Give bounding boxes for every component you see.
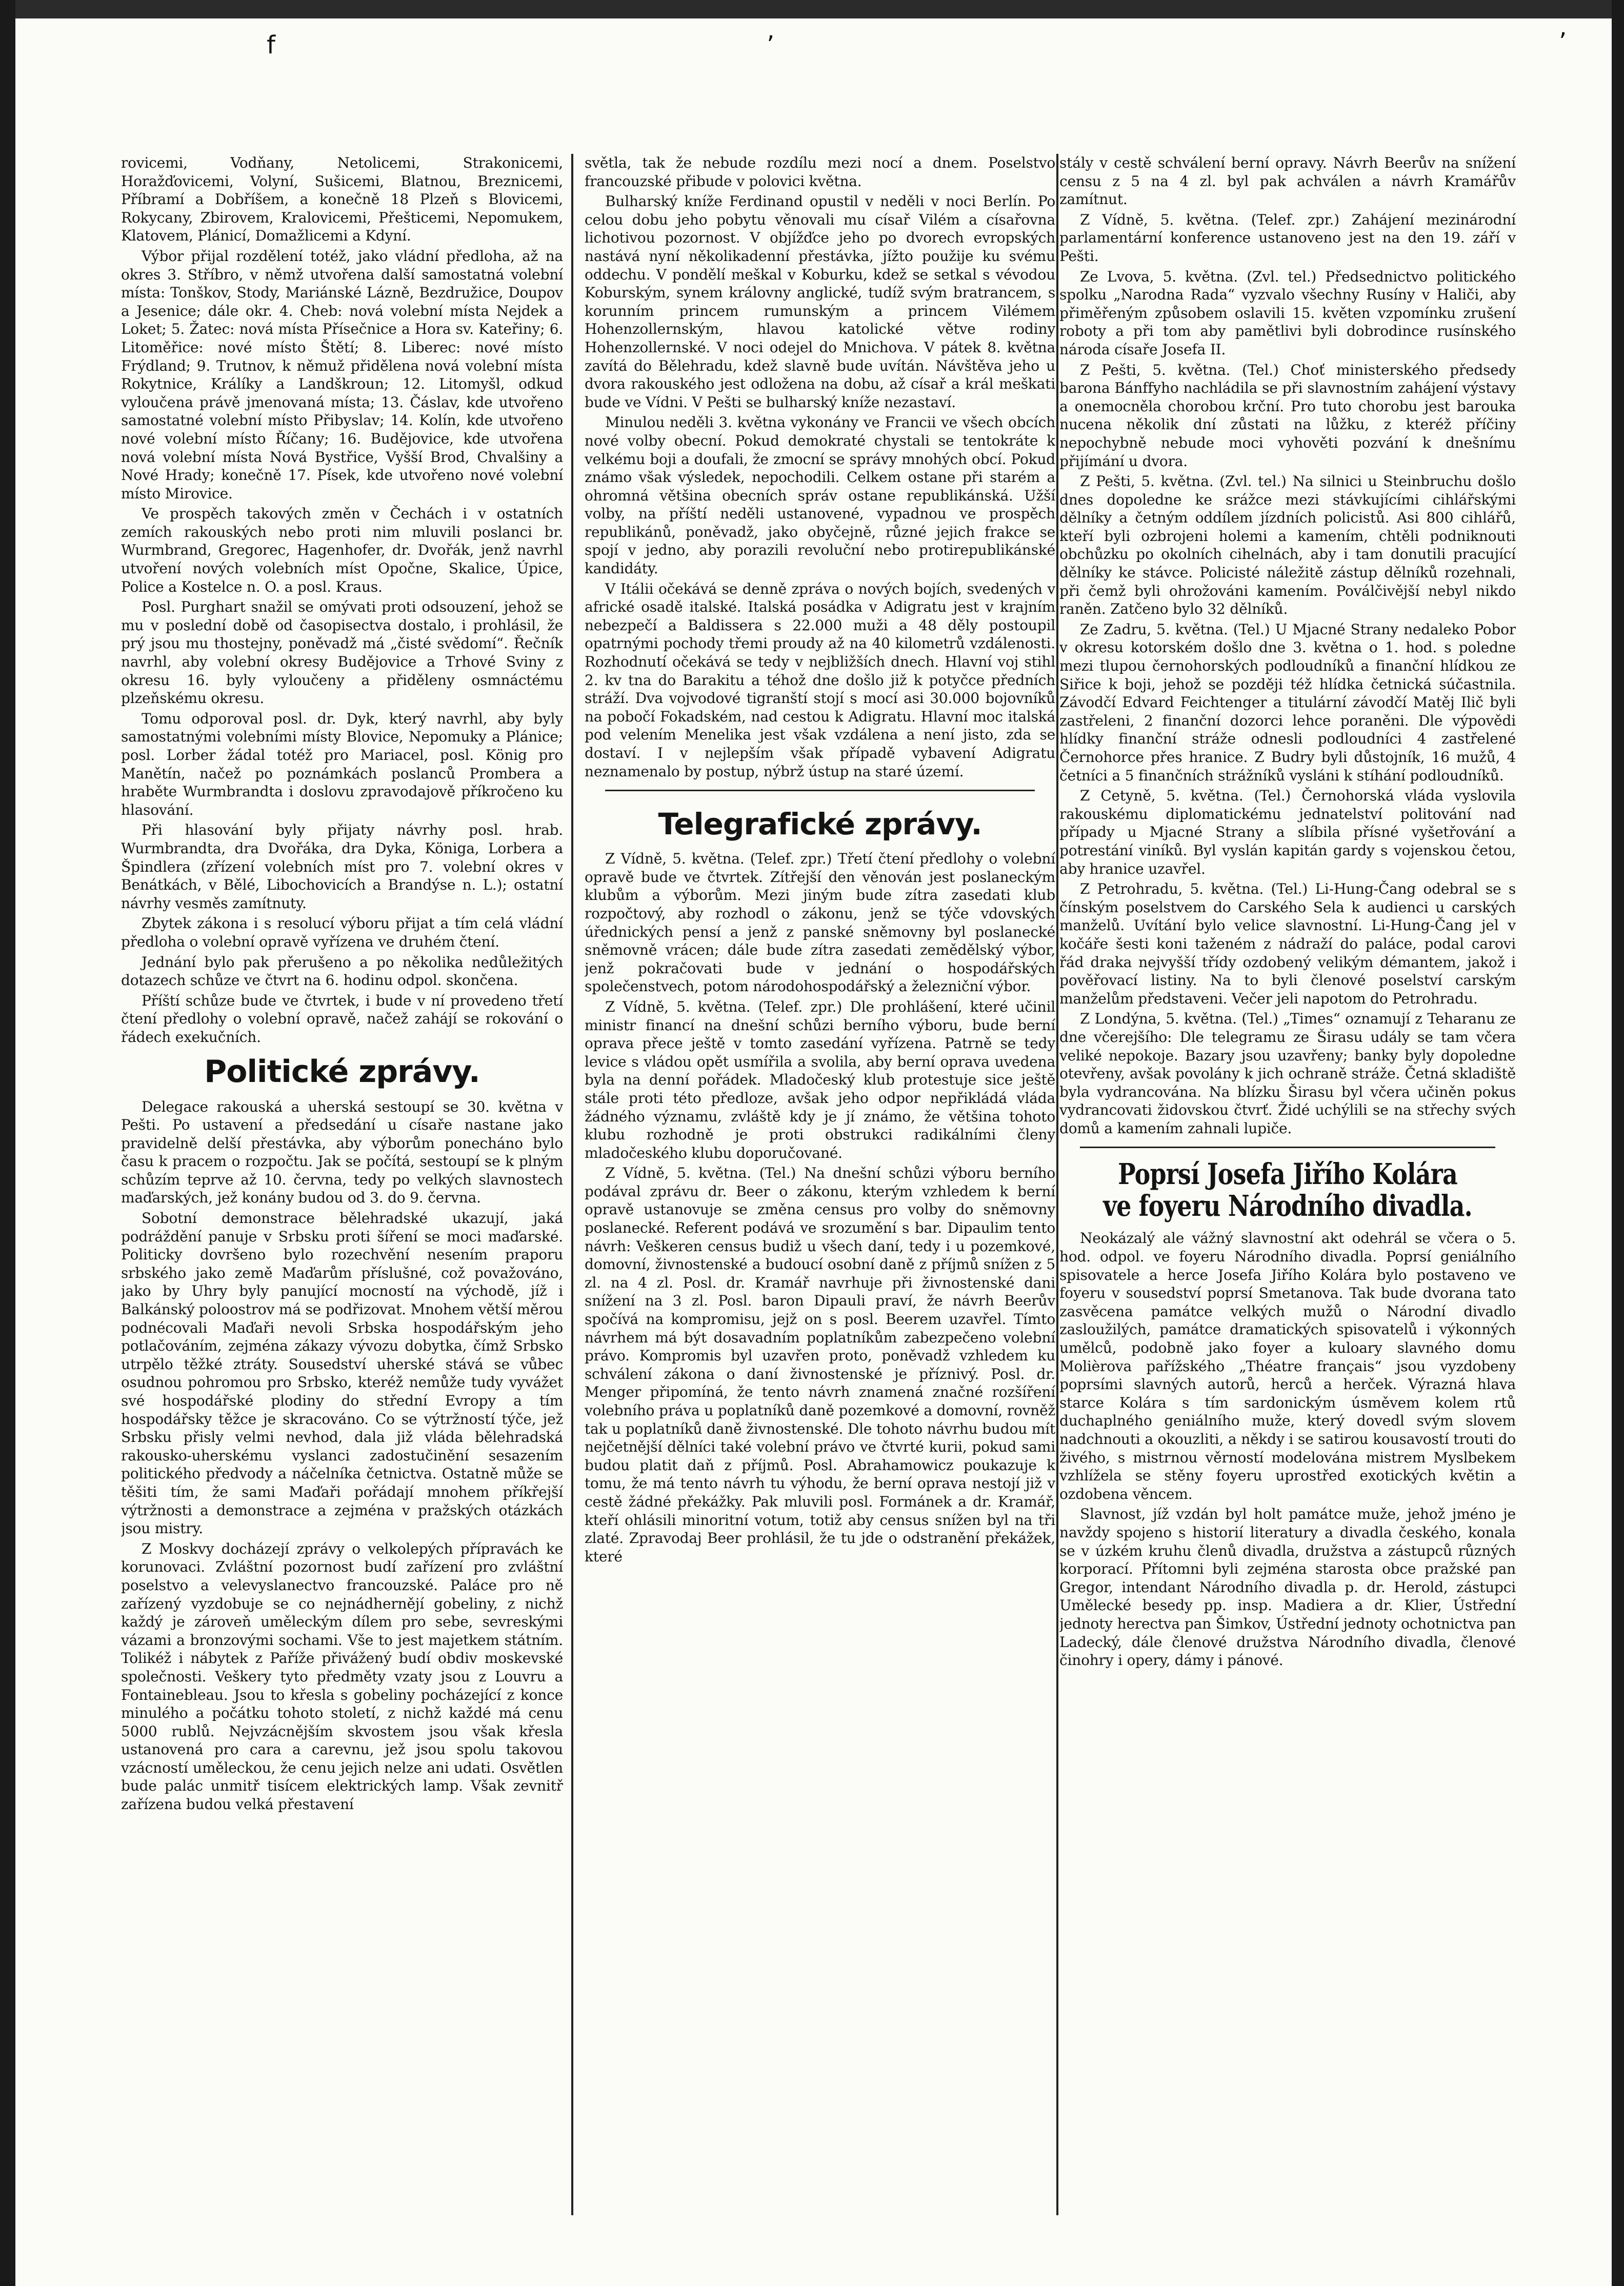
paragraph: Ze Lvova, 5. května. (Zvl. tel.) Předsednictvo politického spolku „Narodna Rada“ vyzvalo všechny Rusíny v Haliči, aby přiměřeným způsobem oslavili 15. květen vzpomínku zrušení roboty a při tom aby pamětlivi byli dobrodince rusínského národa císaře Josefa II. <box>1059 268 1516 358</box>
scan-left-edge <box>0 0 15 2286</box>
scan-top-edge <box>0 0 1624 18</box>
paragraph: Z Petrohradu, 5. května. (Tel.) Li-Hung-Čang odebral se s čínským poselstvem do Carského Sela k audienci u carských manželů. Uvítání bylo velice slavnostní. Li-Hung-Čang jel v kočáře šesti koni taženém z nádraží do paláce, podal carovi řád draka nejvyšší třídy ozdobený velikým démantem, jakož i pověřovací listiny. Na to byli členové poselství carským manželům představeni. Večer jeli napotom do Petrohradu. <box>1059 880 1516 1007</box>
column-3 <box>1059 154 1516 2215</box>
paragraph: Neokázalý ale vážný slavnostní akt odehrál se včera o 5. hod. odpol. ve foyeru Národního divadla. Poprsí geniálního spisovatele a herce Josefa Jiřího Kolára bylo postaveno ve foyeru v sousedství poprsí Smetanova. Tak bude dvorana tato zasvěcena památce velkých mužů o Národní divadlo zasloužilých, památce dramatických spisovatelů i výkonných umělců, podobně jako foyer a kuloary slavného domu Molièrova pařížského „Théatre français“ jsou vyzdobeny poprsími slavných autorů, herců a herček. Výrazná hlava starce Kolára s tím sardonickým úsměvem kolem rtů duchaplného geniálního muže, který dovedl svým slovem nadchnouti a okouzliti, a někdy i se satirou kousavostí trouti do živého, s mistrnou věrností modelována mistrem Myslbekem vzhlížela se stěny foyeru uprostřed exotických květin a ozdobena věncem. <box>1059 1230 1516 1502</box>
paragraph: Z Pešti, 5. května. (Tel.) Choť ministerského předsedy barona Bánffyho nachládila se při slavnostním zahájení výstavy a onemocněla chorobou krční. Pro tuto chorobu jest barouka nucena několik dní zůstati na lůžku, z kteréž příčiny nepochybně nebude moci vyhověti pozvání k dnešnímu přijímání u dvora. <box>1059 361 1516 470</box>
paragraph: světla, tak že nebude rozdílu mezi nocí a dnem. Poselstvo francouzské přibude v polovici května. <box>585 154 1055 190</box>
paragraph: V Itálii očekává se denně zpráva o nových bojích, svedených v africké osadě italské. Italská posádka v Adigratu jest v krajním nebezpečí a Baldissera s 22.000 muži a 48 děly postoupil opatrnými pochody třemi proudy až na 40 kilometrů vzdálenosti. Rozhodnutí očekává se tedy v nejbližších dnech. Hlavní voj stihl 2. kv tna do Barakitu a téhož dne došlo již k potyčce předních stráží. Dva vojvodové tigranští stojí s mocí asi 30.000 bojovníků na pobočí Fokadském, nad cestou k Adigratu. Hlavní moc italská pod velením Menelika jest však vzdálena a není jisto, zda se dostaví. I v nejlepším však případě vybavení Adigratu neznamenalo by postup, nýbrž ústup na staré území. <box>585 580 1055 780</box>
paragraph: Z Cetyně, 5. května. (Tel.) Černohorská vláda vyslovila rakouskému diplomatickému jednatelství politování nad případy u Mjacné Strany a slíbila přísné vyšetřování a potrestání viníků. Byl vyslán kapitán gardy s vojenskou četou, aby hranice uzavřel. <box>1059 787 1516 877</box>
paragraph: Z Pešti, 5. května. (Zvl. tel.) Na silnici u Steinbruchu došlo dnes dopoledne ke srážce mezi stávkujícími cihlářskými dělníky a četným oddílem jízdních policistů. Asi 800 cihlářů, kteří byli ozbrojeni holemi a kamením, chtěli podniknouti obchůzku po okolních cihelnách, aby i tam donutili pracující dělníky ke stávce. Policisté náležitě zástup dělníků rozehnali, při čemž byli ohrožováni kamením. Poválčivější nebyl nikdo raněn. Zatčeno bylo 32 dělníků. <box>1059 473 1516 618</box>
paragraph: Z Vídně, 5. května. (Tel.) Na dnešní schůzi výboru berního podával zprávu dr. Beer o zákonu, kterým vzhledem k berní opravě ustanovuje se změna census pro volby do sněmovny poslanecké. Referent podává ve srozumění s bar. Dipaulim tento návrh: Veškeren census budiž u všech daní, tedy i u pozemkové, domovní, živnostenské a budoucí osobní daně z příjmů snížen z 5 zl. na 4 zl. Posl. dr. Kramář navrhuje při živnostenské dani snížení na 3 zl. Posl. baron Dipauli praví, že návrh Beerův spočívá na kompromisu, jejž on s posl. Beerem uzavřel. Tímto návrhem má být dosavadním poplatníkům zabezpečeno volební právo. Kompromis byl uzavřen proto, poněvadž vzhledem ku schválení zákona o daní živnostenské je příznivý. Posl. dr. Menger připomíná, že tento návrh znamená značné rozšíření volebního práva u poplatníků daně pozemkové a domovní, rovněž tak u poplatníků daně živnostenské. Dle tohoto návrhu budou mít nejčetnější dělníci také volební právo ve čtvrté kurii, pokud sami budou platit daň z příjmů. Posl. Abrahamowicz poukazuje k tomu, že má tento návrh tu výhodu, že berní oprava nestojí již v cestě žádné překážky. Pak mluvili posl. Formánek a dr. Kramář, kteří ohlásili minoritní votum, totiž aby census snížen byl na tři zlaté. Zpravodaj Beer prohlásil, že tu jde o odstranění překážek, které <box>585 1165 1055 1565</box>
paragraph: Sobotní demonstrace bělehradské ukazují, jaká podráždění panuje v Srbsku proti šíření se moci maďarské. Politicky dovršeno bylo rozechvění nesením praporu srbského jako země Maďarům příslušné, což považováno, jako by Uhry byly panující mocností na východě, jíž i Balkánský poloostrov má se podřizovat. Mnohem větší měrou podnécovali Maďaři nevoli Srbska hospodářským jeho potlačováním, zejména zákazy vývozu dobytka, čímž Srbsko utrpělo těžké ztráty. Sousedství uherské stává se vůbec osudnou pohromou pro Srbsko, kteréž nemůže tudy vyvážet své hospodářské plodiny do střední Evropy a tím hospodářsky těžce je skracováno. Co se výtržností týče, jež Srbsku přisly velmi nevhod, dala již vláda bělehradská rakousko-uherskému vyslanci zadostučinění sesazením politického předvody a náčelníka četnictva. Ostatně může se těšiti tím, že sami Maďaři pořádají mnohem příkřejší výtržnosti a demonstrace a zejména v pražských otázkách jsou mistry. <box>121 1210 563 1537</box>
article-heading-kolar-bust: Poprsí Josefa Jiřího Kolára ve foyeru Národního divadla. <box>1103 1157 1472 1224</box>
paragraph: Z Vídně, 5. května. (Telef. zpr.) Třetí čtení předlohy o volební opravě bude ve čtvrtek. Zítřejší den věnován jest poslaneckým klubům a výborům. Mezi jiným bude zítra zasedati klub rozpočtový, aby rozhodl o zákonu, jenž se týče vdovských úřednických pensí a jenž z panské sněmovny byl poslanecké sněmovně vrácen; dále bude zítra zasedati zemědělský výbor, jenž pokračovati bude v jednání o hospodářských společenstvech, potom národohospodářský a železniční výbor. <box>585 850 1055 995</box>
column-rule-2 <box>1056 154 1058 2215</box>
paragraph: Výbor přijal rozdělení totéž, jako vládní předloha, až na okres 3. Stříbro, v němž utvořena další samostatná volební místa: Tonškov, Stody, Mariánské Lázně, Bezdružice, Doupov a Jesenice; dále okr. 4. Cheb: nová volební místa Nejdek a Loket; 5. Žatec: nová místa Přísečnice a Hora sv. Kateřiny; 6. Litoměřice: nové místo Štětí; 8. Liberec: nové místo Frýdland; 9. Trutnov, k němuž přidělena nová volební místa Rokytnice, Králíky a Landškroun; 12. Litomyšl, odkud vyloučena právě jmenovaná místa; 13. Čáslav, kde utvořeno samostatné volební místo Přibyslav; 14. Kolín, kde utvořeno nové volební místo Říčany; 16. Budějovice, kde utvořena nová volební místa Nová Bystřice, Vyšší Brod, Chvalšiny a Nové Hrady; konečně 17. Písek, kde utvořeno nové volební místo Mirovice. <box>121 247 563 502</box>
paragraph: Posl. Purghart snažil se omývati proti odsouzení, jehož se mu v poslední době od časopisectva dostalo, i prohlásil, že prý jsou mu thostejny, poněvadž má „čisté svědomí“. Řečník navrhl, aby volební okresy Budějovice a Trhové Sviny z okresu 16. byly vyloučeny a přiděleny osmnáctému plzeňskému okresu. <box>121 598 563 707</box>
section-divider <box>1080 1147 1495 1148</box>
paragraph: Z Vídně, 5. května. (Telef. zpr.) Zahájení mezinárodní parlamentární konference ustanoveno jest na den 19. září v Pešti. <box>1059 211 1516 265</box>
section-heading-political-news: Politické zprávy. <box>204 1053 480 1090</box>
paragraph: Při hlasování byly přijaty návrhy posl. hrab. Wurmbrandta, dra Dvořáka, dra Dyka, Königa, Lorbera a Špindlera (zřízení volebních míst pro 7. volební okres v Benátkách, v Bělé, Libochovicích a Brandýse n. L.); ostatní návrhy vesměs zamítnuty. <box>121 821 563 912</box>
paragraph: Ve prospěch takových změn v Čechách i v ostatních zemích rakouských nebo proti nim mluvili poslanci br. Wurmbrand, Gregorec, Hagenhofer, dr. Dvořák, jenž navrhl utvoření nových volebních míst Opočne, Skalice, Úpice, Police a Kostelce n. O. a posl. Kraus. <box>121 505 563 595</box>
scan-right-edge <box>1612 0 1624 2286</box>
paragraph: Příští schůze bude ve čtvrtek, i bude v ní provedeno třetí čtení předlohy o volební opravě, načež zahájí se rokování o řádech exekučních. <box>121 992 563 1046</box>
paragraph: Z Vídně, 5. května. (Telef. zpr.) Dle prohlášení, které učinil ministr financí na dnešní schůzi berního výboru, bude berní oprava přece ještě v tomto zasedání vyřízena. Patrně se tedy levice s vládou opět usmířila a svolila, aby berní oprava uvedena byla na denní pořádek. Mladočeský klub protestuje sice ještě stále proti této předloze, avšak jeho odpor nepřikládá vláda žádného významu, zvláště kdy je jí známo, že většina tohoto klubu rozhodně je proti obstrukci radikálními členy mladočeského klubu doporučované. <box>585 998 1055 1161</box>
paragraph: Bulharský kníže Ferdinand opustil v neděli v noci Berlín. Po celou dobu jeho pobytu věnovali mu císař Vilém a císařovna lichotivou pozornost. V objížďce jeho po dvorech evropských nastává nyní několikadenní přestávka, jížto použije ku svému oddechu. V pondělí meškal v Koburku, kdež se setkal s vévodou Koburským, synem královny anglické, tudíž svým bratrancem, s korunním princem rumunským a princem Vilémem Hohenzollernským, hlavou katolické větve rodiny Hohenzollernské. V noci odejel do Mnichova. V pátek 8. května zavítá do Bělehradu, kdež slavně bude uvítán. Návštěva jeho u dvora rakouského jest odložena na dobu, až císař a král meškati bude ve Vídni. V Pešti se bulharský kníže nezastaví. <box>585 193 1055 411</box>
paragraph: Tomu odporoval posl. dr. Dyk, který navrhl, aby byly samostatnými volebními místy Blovice, Nepomuky a Plánice; posl. Lorber žádal totéž pro Mariacel, posl. König pro Manětín, načež po poznámkách poslanců Prombera a hraběte Wurmbrandta i doslovu zpravodajově příkročeno ku hlasování. <box>121 710 563 818</box>
paragraph: stály v cestě schválení berní opravy. Návrh Beerův na snížení censu z 5 na 4 zl. byl pak achválen a návrh Kramářův zamítnut. <box>1059 154 1516 208</box>
top-mark-1: f <box>267 31 275 59</box>
paragraph: Delegace rakouská a uherská sestoupí se 30. května v Pešti. Po ustavení a předsedání u císaře nastane jako pravidelně delší přestávka, aby výborům ponecháno bylo času k pracem o rozpočtu. Jak se počítá, sestoupí se k plným schůzím teprve až 10. června, tedy po velkých slavnostech maďarských, jež konány budou od 3. do 9. června. <box>121 1098 563 1207</box>
paragraph: Z Moskvy docházejí zprávy o velkolepých přípravách ke korunovaci. Zvláštní pozornost budí zařízení pro zvláštní poselstvo a velevyslanectvo francouzské. Paláce pro ně zařízený vyzdobuje se co nejnádhernějí gobeliny, z nichž každý je zároveň uměleckým dílem pro sebe, sevreskými vázami a bronzovými sochami. Vše to jest majetkem státním. Tolikéž i nábytek z Paříže přivážený budí obdiv moskevské společnosti. Veškery tyto předměty vzaty jsou z Louvru a Fontainebleau. Jsou to křesla s gobeliny pocházející z konce minulého a počátku tohoto století, z nichž každé má cenu 5000 rublů. Nejvzácnějším skvostem jsou však křesla ustanovená pro cara a carevnu, jež jsou spolu takovou vzácností uměleckou, že cenu jejich nelze ani udati. Osvětlen bude palác unmitř tisícem elektrických lamp. Však zevnitř zařízena budou velká přestavení <box>121 1540 563 1813</box>
paragraph: rovicemi, Vodňany, Netolicemi, Strakonicemi, Horažďovicemi, Volyní, Sušicemi, Blatnou, Breznicemi, Příbramí a Dobříšem, a konečně 18 Plzeň s Blovicemi, Rokycany, Zbirovem, Kralovicemi, Přešticemi, Nepomukem, Klatovem, Plánicí, Domažlicemi a Kdyní. <box>121 154 563 245</box>
top-mark-2: ʼ <box>767 31 775 59</box>
paragraph: Minulou neděli 3. května vykonány ve Francii ve všech obcích nové volby obecní. Pokud demokraté chystali se tentokráte k velkému boji a doufali, že zmocní se správy mnohých obcí. Pokud známo však výsledek, nepochodili. Celkem ostane při starém a ohromná většina obecních správ ostane republikánská. Užší volby, na příští neděli ustanovené, vypadnou ve prospěch republikánů, poněvadž, jako obyčejně, různé jejich frakce se spojí v jedno, aby porazili revoluční nebo protirepublikánské kandidáty. <box>585 414 1055 577</box>
paragraph: Zbytek zákona i s resolucí výboru přijat a tím celá vládní předloha o volební opravě vyřízena ve druhém čtení. <box>121 915 563 950</box>
column-rule-1 <box>571 154 573 2215</box>
paragraph: Ze Zadru, 5. května. (Tel.) U Mjacné Strany nedaleko Pobor v okresu kotorském došlo dne 3. května o 1. hod. s poledne mezi tlupou černohorských podloudníků a finanční hlídkou ze Siřice k boji, jehož se později též hlídka četnická súčastnila. Závodčí Edvard Feichtenger a titulární závodčí Matěj Ilič byli zastřeleni, 2 finanční dozorci lehce poraněni. Dle výpovědi hlídky finanční stráže odnesli podloudníci 4 zastřelené Černohorce přes hranice. Z Budry byli důstojník, 16 mužů, 4 četníci a 5 finančních strážníků vysláni k stíhání podloudníků. <box>1059 620 1516 784</box>
section-divider <box>605 790 1035 791</box>
column-1 <box>121 154 563 2215</box>
paragraph: Z Londýna, 5. května. (Tel.) „Times“ oznamují z Teharanu ze dne včerejšího: Dle telegramu ze Širasu udály se tam včera veliké nepokoje. Bazary jsou uzavřeny; banky byly dopoledne otevřeny, avšak povolány k jich ochraně stráže. Četná skladiště byla vydrancována. Na blízku Širasu byl včera učiněn pokus vydrancovati židovskou čtvrť. Židé uchýlili se na střechy svých domů a kamením zahnali lupiče. <box>1059 1010 1516 1137</box>
paragraph: Slavnost, jíž vzdán byl holt památce muže, jehož jméno je navždy spojeno s historií literatury a divadla českého, konala se v úzkém kruhu členů divadla, družstva a zástupců různých korporací. Přítomni byli zejména starosta obce pražské pan Gregor, intendant Národního divadla p. dr. Herold, zástupci Umělecké besedy pp. insp. Madiera a dr. Klier, Ústřední jednoty herectva pan Šimkov, Ústřední jednoty ochotnictva pan Ladecký, dále členové družstva Národního divadla, členové činohry i opery, dámy i pánové. <box>1059 1506 1516 1669</box>
section-heading-telegraphic-news: Telegrafické zprávy. <box>658 807 982 842</box>
top-mark-3: ʼ <box>1559 28 1567 56</box>
paragraph: Jednání bylo pak přerušeno a po několika nedůležitých dotazech schůze ve čtvrt na 6. hodinu odpol. skončena. <box>121 953 563 989</box>
column-2 <box>585 154 1055 2215</box>
